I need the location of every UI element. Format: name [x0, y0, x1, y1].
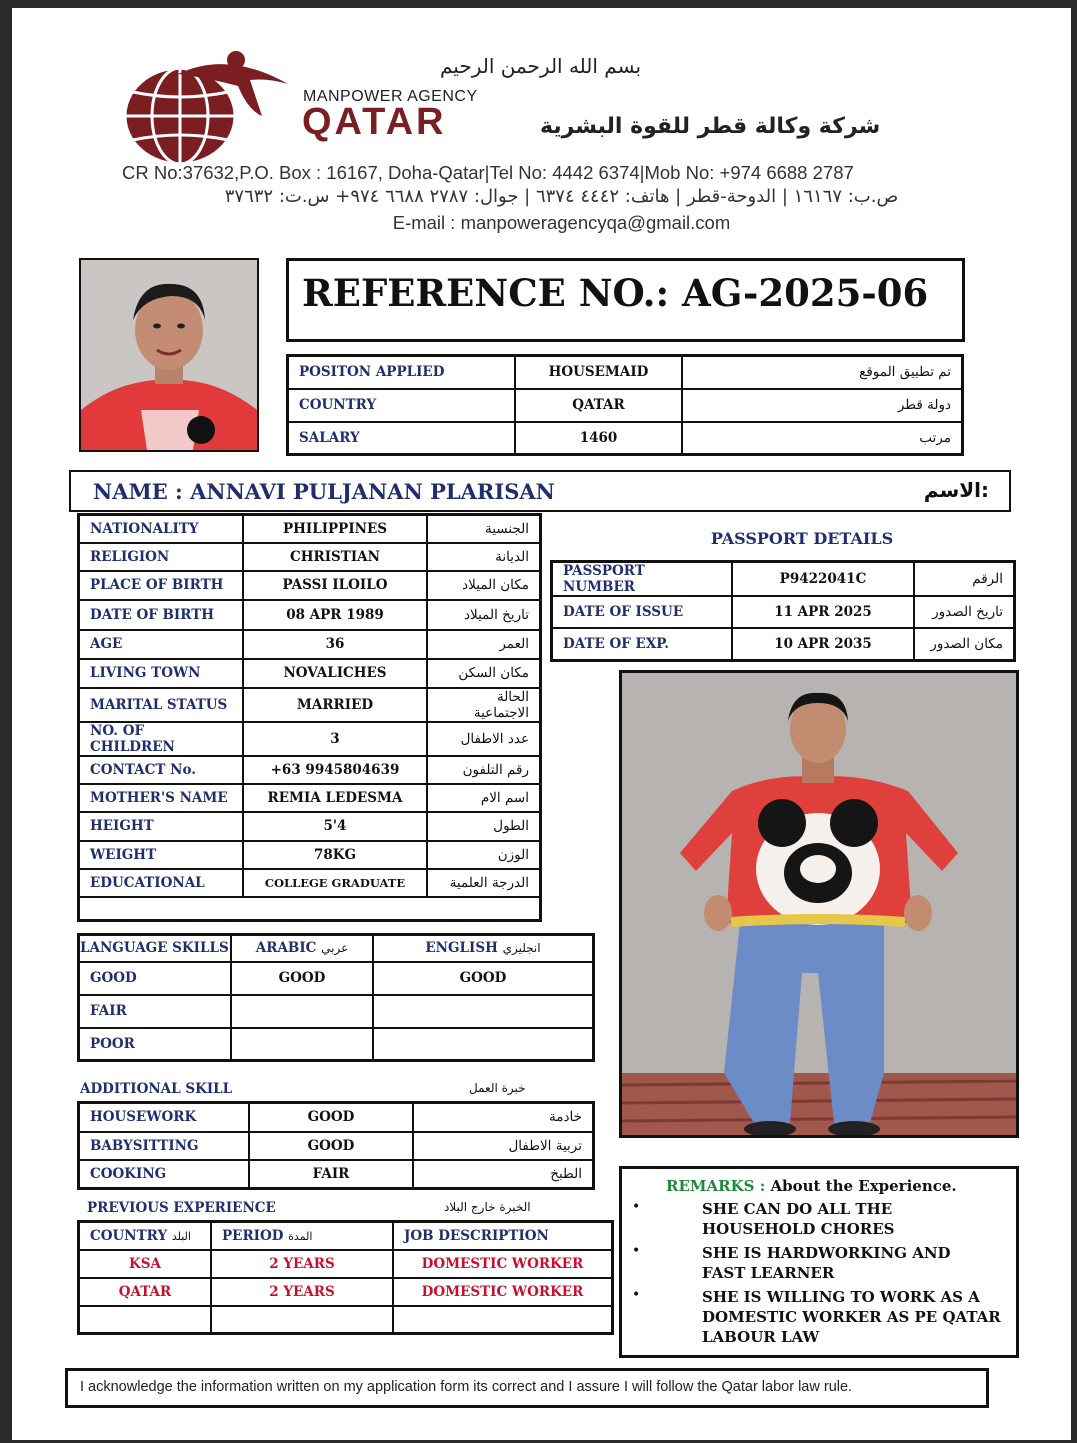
table-row — [79, 897, 541, 921]
experience-title-arabic: الخبرة خارج البلاد — [444, 1200, 531, 1214]
dob-arabic: تاريخ الميلاد — [427, 600, 541, 630]
reference-number: REFERENCE NO.: AG-2025-06 — [302, 271, 929, 315]
exp-job: DOMESTIC WORKER — [393, 1250, 613, 1278]
table-row — [552, 596, 1015, 628]
remark-item: SHE IS WILLING TO WORK AS A DOMESTIC WORKER AS PE QATAR LABOUR LAW — [702, 1288, 1001, 1346]
cooking-value: FAIR — [249, 1160, 413, 1189]
experience-title: PREVIOUS EXPERIENCE — [87, 1200, 276, 1216]
period-col-en: PERIOD — [222, 1227, 284, 1244]
table-row — [79, 784, 541, 812]
position-label: POSITON APPLIED — [288, 356, 516, 389]
table-row — [552, 562, 1015, 597]
arabic-header-ar: عربي — [321, 941, 349, 956]
application-table — [286, 354, 964, 456]
level-poor: POOR — [79, 1028, 232, 1061]
english-poor — [373, 1028, 594, 1061]
table-row — [79, 1278, 613, 1306]
country-label: COUNTRY — [288, 389, 516, 422]
nationality-arabic: الجنسية — [427, 515, 541, 543]
position-arabic: تم تطبيق الموقع — [682, 356, 963, 389]
skills-title-arabic: خبرة العمل — [469, 1081, 526, 1095]
period-col-ar: المدة — [288, 1229, 313, 1243]
nationality-label: NATIONALITY — [79, 515, 244, 543]
table-row — [288, 389, 963, 422]
table-row — [79, 600, 541, 630]
education-arabic: الدرجة العلمية — [427, 869, 541, 897]
age-arabic: العمر — [427, 630, 541, 659]
housework-arabic: خادمة — [413, 1103, 594, 1132]
table-row — [79, 841, 541, 869]
table-row — [79, 935, 594, 962]
table-row — [79, 869, 541, 897]
cooking-label: COOKING — [79, 1160, 250, 1189]
remarks-label: REMARKS : — [666, 1177, 766, 1195]
religion-label: RELIGION — [79, 543, 244, 571]
passport-number-arabic: الرقم — [914, 562, 1015, 597]
remark-item: SHE CAN DO ALL THE HOUSEHOLD CHORES — [702, 1200, 895, 1238]
table-row — [79, 688, 541, 722]
mother-label: MOTHER'S NAME — [79, 784, 244, 812]
experience-table — [77, 1220, 614, 1335]
language-skills-table — [77, 933, 595, 1062]
issue-date-label: DATE OF ISSUE — [552, 596, 733, 628]
town-arabic: مكان السكن — [427, 659, 541, 688]
exp-job: DOMESTIC WORKER — [393, 1278, 613, 1306]
birthplace-value: PASSI ILOILO — [243, 571, 427, 600]
level-good: GOOD — [79, 962, 232, 995]
table-row — [79, 962, 594, 995]
religion-value: CHRISTIAN — [243, 543, 427, 571]
acknowledgement-text: I acknowledge the information written on my application form its correct and I assure I will follow the Qatar labor law rule. — [80, 1379, 853, 1395]
table-row — [79, 1132, 594, 1160]
children-arabic: عدد الاطفال — [427, 722, 541, 756]
marital-value: MARRIED — [243, 688, 427, 722]
table-row — [79, 1306, 613, 1334]
babysitting-label: BABYSITTING — [79, 1132, 250, 1160]
mother-value: REMIA LEDESMA — [243, 784, 427, 812]
country-arabic: دولة قطر — [682, 389, 963, 422]
arabic-header — [231, 935, 373, 962]
salary-value: 1460 — [515, 422, 682, 455]
table-row — [79, 1222, 613, 1250]
english-header-en: ENGLISH — [425, 940, 498, 957]
passport-title: PASSPORT DETAILS — [710, 529, 894, 548]
housework-label: HOUSEWORK — [79, 1103, 250, 1132]
issue-date-arabic: تاريخ الصدور — [914, 596, 1015, 628]
religion-arabic: الديانة — [427, 543, 541, 571]
agency-name-big: QATAR — [302, 101, 447, 143]
english-good: GOOD — [373, 962, 594, 995]
marital-arabic: الحالة الاجتماعية — [427, 688, 541, 722]
table-row — [79, 659, 541, 688]
full-body-photo — [619, 670, 1019, 1138]
contact-value: +63 9945804639 — [243, 756, 427, 784]
arabic-header-en: ARABIC — [255, 940, 317, 957]
reference-box — [286, 258, 965, 342]
table-row — [552, 628, 1015, 660]
table-row — [79, 1028, 594, 1061]
table-row — [79, 995, 594, 1028]
salary-arabic: مرتب — [682, 422, 963, 455]
mother-arabic: اسم الام — [427, 784, 541, 812]
skills-table — [77, 1101, 595, 1190]
english-fair — [373, 995, 594, 1028]
exp-period — [211, 1306, 393, 1334]
nationality-value: PHILIPPINES — [243, 515, 427, 543]
passport-number-value: P9422041C — [732, 562, 914, 597]
children-label: NO. OF CHILDREN — [79, 722, 244, 756]
table-row — [79, 1250, 613, 1278]
agency-name-arabic: شركة وكالة قطر للقوة البشرية — [540, 114, 881, 139]
babysitting-value: GOOD — [249, 1132, 413, 1160]
skills-title: ADDITIONAL SKILL — [80, 1081, 233, 1097]
bismillah: بسم الله الرحمن الرحيم — [440, 54, 642, 78]
position-value: HOUSEMAID — [515, 356, 682, 389]
acknowledgement-box — [65, 1368, 989, 1408]
education-label: EDUCATIONAL — [79, 869, 244, 897]
salary-label: SALARY — [288, 422, 516, 455]
town-label: LIVING TOWN — [79, 659, 244, 688]
language-skills-header: LANGUAGE SKILLS — [79, 935, 232, 962]
english-header — [373, 935, 594, 962]
cooking-arabic: الطبخ — [413, 1160, 594, 1189]
contact-line-arabic: ص.ب: ١٦١٦٧ | الدوحة-قطر | هاتف: ٤٤٤٢ ٦٣٧٤ | جوال: ٢٧٨٧ ٦٦٨٨ ٩٧٤+ س.ت: ٣٧٦٣٢ — [224, 186, 899, 207]
town-value: NOVALICHES — [243, 659, 427, 688]
contact-arabic: رقم التلفون — [427, 756, 541, 784]
country-col-header — [79, 1222, 212, 1250]
age-value: 36 — [243, 630, 427, 659]
job-col-header: JOB DESCRIPTION — [393, 1222, 613, 1250]
babysitting-arabic: تربية الاطفال — [413, 1132, 594, 1160]
table-row — [288, 356, 963, 389]
exp-country: QATAR — [79, 1278, 212, 1306]
exp-job — [393, 1306, 613, 1334]
passport-number-label: PASSPORT NUMBER — [552, 562, 733, 597]
remarks-header — [666, 1177, 957, 1195]
level-fair: FAIR — [79, 995, 232, 1028]
expiry-date-value: 10 APR 2035 — [732, 628, 914, 660]
passport-table — [550, 560, 1016, 662]
table-row — [79, 722, 541, 756]
table-row — [79, 812, 541, 841]
weight-arabic: الوزن — [427, 841, 541, 869]
arabic-fair — [231, 995, 373, 1028]
table-row — [79, 630, 541, 659]
weight-value: 78KG — [243, 841, 427, 869]
height-arabic: الطول — [427, 812, 541, 841]
table-row — [79, 1103, 594, 1132]
passport-photo — [79, 258, 259, 452]
table-row — [288, 422, 963, 455]
contact-line-english: CR No:37632,P.O. Box : 16167, Doha-Qatar|Tel No: 4442 6374|Mob No: +974 6688 2787 — [122, 162, 854, 183]
arabic-good: GOOD — [231, 962, 373, 995]
age-label: AGE — [79, 630, 244, 659]
remarks-subtitle: About the Experience. — [770, 1177, 957, 1195]
remark-item: SHE IS HARDWORKING AND FAST LEARNER — [702, 1244, 951, 1282]
children-value: 3 — [243, 722, 427, 756]
bullet-2: • — [632, 1243, 641, 1259]
table-row — [79, 756, 541, 784]
expiry-date-arabic: مكان الصدور — [914, 628, 1015, 660]
birthplace-arabic: مكان الميلاد — [427, 571, 541, 600]
name-bar — [69, 470, 1011, 512]
arabic-poor — [231, 1028, 373, 1061]
country-value: QATAR — [515, 389, 682, 422]
name-arabic: الاسم: — [923, 478, 989, 502]
remarks-box — [619, 1166, 1019, 1358]
agency-name-small: MANPOWER AGENCY — [303, 88, 478, 105]
bullet-1: • — [632, 1199, 641, 1215]
housework-value: GOOD — [249, 1103, 413, 1132]
exp-period: 2 YEARS — [211, 1278, 393, 1306]
expiry-date-label: DATE OF EXP. — [552, 628, 733, 660]
table-row — [79, 543, 541, 571]
country-col-en: COUNTRY — [90, 1227, 168, 1244]
personal-details-table — [77, 513, 542, 922]
application-form — [12, 8, 1071, 1440]
english-header-ar: انجليزي — [502, 941, 541, 956]
agency-logo-icon — [118, 50, 298, 170]
table-row — [79, 515, 541, 543]
email-line: E-mail : manpoweragencyqa@gmail.com — [392, 212, 731, 233]
education-value: COLLEGE GRADUATE — [243, 869, 427, 897]
birthplace-label: PLACE OF BIRTH — [79, 571, 244, 600]
height-label: HEIGHT — [79, 812, 244, 841]
exp-country: KSA — [79, 1250, 212, 1278]
marital-label: MARITAL STATUS — [79, 688, 244, 722]
dob-value: 08 APR 1989 — [243, 600, 427, 630]
bullet-3: • — [632, 1287, 641, 1303]
dob-label: DATE OF BIRTH — [79, 600, 244, 630]
candidate-name: NAME : ANNAVI PULJANAN PLARISAN — [93, 479, 555, 504]
issue-date-value: 11 APR 2025 — [732, 596, 914, 628]
country-col-ar: البلد — [171, 1229, 191, 1243]
height-value: 5'4 — [243, 812, 427, 841]
contact-label: CONTACT No. — [79, 756, 244, 784]
period-col-header — [211, 1222, 393, 1250]
exp-period: 2 YEARS — [211, 1250, 393, 1278]
exp-country — [79, 1306, 212, 1334]
weight-label: WEIGHT — [79, 841, 244, 869]
table-row — [79, 571, 541, 600]
table-row — [79, 1160, 594, 1189]
